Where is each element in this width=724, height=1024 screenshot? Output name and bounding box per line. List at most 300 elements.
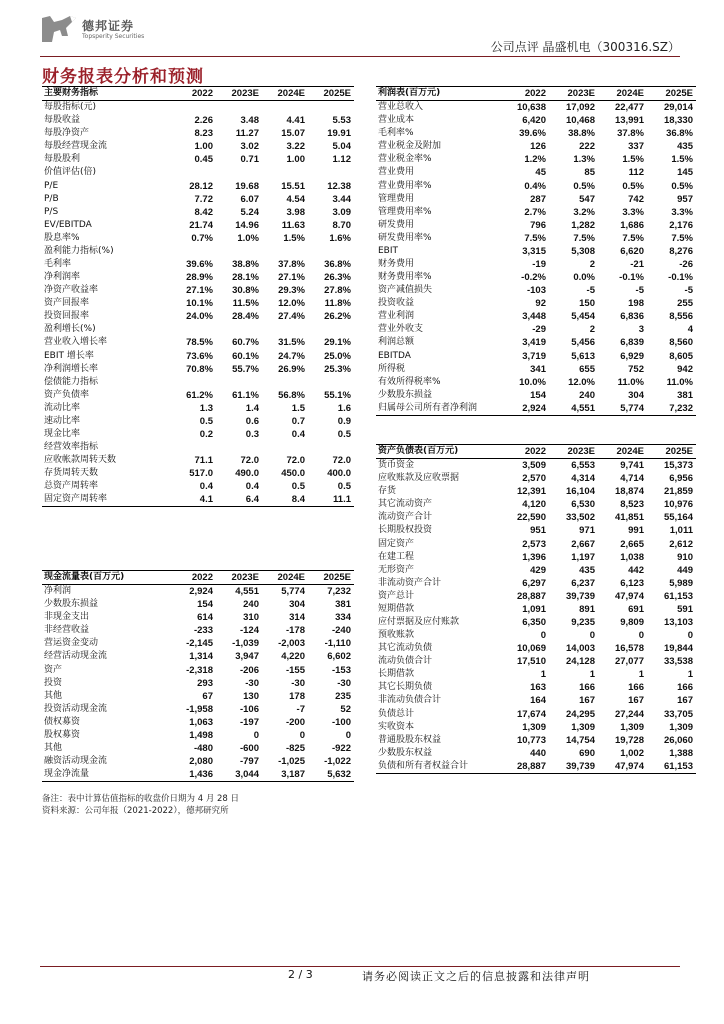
cell-value: 19,844	[663, 643, 693, 655]
cell-value: 7,232	[327, 586, 351, 598]
cell-value: 10,976	[663, 499, 693, 511]
cell-value: 72.0	[240, 455, 259, 467]
cell-value: 3.44	[332, 193, 351, 205]
cell-value: 52	[340, 703, 351, 715]
cell-value: 10.0%	[519, 376, 546, 388]
column-header: 2024E	[598, 87, 647, 101]
table-row	[42, 480, 354, 493]
table-row	[376, 655, 696, 668]
cell-value: 971	[579, 525, 595, 537]
table-row	[42, 193, 354, 206]
cell-value: 15,373	[663, 460, 693, 472]
cell-value: 28.1%	[232, 272, 259, 284]
table-title: 利润表(百万元)	[376, 87, 500, 101]
row-label: 非现金支出	[44, 612, 90, 623]
cell-value: 6,836	[620, 311, 644, 323]
cell-value: 17,510	[516, 656, 546, 668]
cell-value: 55,164	[663, 512, 693, 524]
cell-value: -797	[239, 756, 259, 768]
note-line: 备注：表中计算估值指标的收盘价日期为 4 月 28 日	[42, 794, 240, 804]
cell-value: 8,523	[620, 499, 644, 511]
cell-value: 0.4%	[524, 180, 546, 192]
table-row	[376, 472, 696, 485]
row-label: 股息率%	[44, 232, 80, 243]
cell-value: 614	[197, 612, 213, 624]
cell-value: 28,887	[516, 590, 546, 602]
cell-value: 450.0	[281, 468, 305, 480]
row-label: 其他	[44, 690, 63, 701]
column-header: 2022	[500, 87, 549, 101]
column-header: 2024E	[262, 571, 308, 585]
cell-value: 5.53	[332, 115, 351, 127]
cell-value: -178	[285, 625, 305, 637]
column-header: 2023E	[549, 445, 598, 459]
row-label: 净利润	[44, 586, 72, 597]
table-row	[42, 598, 354, 611]
cell-value: 39.6%	[186, 258, 213, 270]
cell-value: 13,991	[614, 115, 644, 127]
table-row	[42, 768, 354, 782]
table-row	[376, 590, 696, 603]
cell-value: 1,282	[571, 219, 595, 231]
cell-value: 3,947	[235, 651, 259, 663]
table-row	[376, 166, 696, 179]
table-row	[376, 206, 696, 219]
row-label: 现金比率	[44, 428, 81, 439]
row-label: P/B	[44, 193, 59, 204]
row-label: 普通股股东权益	[378, 734, 442, 745]
source-line: 资料来源：公司年报（2021-2022），德邦研究所	[42, 806, 229, 816]
cell-value: 6,420	[522, 115, 546, 127]
cell-value: 31.5%	[278, 337, 305, 349]
table-row	[42, 127, 354, 140]
cell-value: 10,773	[516, 734, 546, 746]
cell-value: 1,011	[669, 525, 693, 537]
cell-value: -1,025	[278, 756, 305, 768]
table-row	[376, 707, 696, 720]
cell-value: 8,556	[669, 311, 693, 323]
table-row	[376, 551, 696, 564]
cell-value: 337	[628, 141, 644, 153]
row-label: 营业收入增长率	[44, 337, 108, 348]
row-label: 流动负债合计	[378, 656, 433, 667]
table-row	[376, 363, 696, 376]
cell-value: 2,924	[189, 586, 213, 598]
row-label: 债权募资	[44, 716, 81, 727]
table-row	[42, 245, 354, 258]
cell-value: 24.7%	[278, 350, 305, 362]
table-row	[376, 153, 696, 166]
cell-value: 2,080	[189, 756, 213, 768]
table-row	[42, 742, 354, 755]
table-row	[376, 349, 696, 362]
cell-value: 18,874	[614, 486, 644, 498]
cell-value: 0.5%	[622, 180, 644, 192]
cell-value: 12.38	[327, 180, 351, 192]
cell-value: -0.2%	[521, 272, 546, 284]
cell-value: 17,674	[516, 708, 546, 720]
row-label: 无形资产	[378, 564, 415, 575]
row-label: 短期借款	[378, 603, 415, 614]
cell-value: 2,570	[522, 473, 546, 485]
cell-value: 796	[530, 219, 546, 231]
cell-value: 3,419	[522, 337, 546, 349]
cell-value: 14,003	[565, 643, 595, 655]
column-header: 2023E	[216, 571, 262, 585]
table-row	[42, 611, 354, 624]
cell-value: 0.5	[199, 415, 213, 427]
row-label: 每股收益	[44, 115, 81, 126]
cell-value: 9,235	[571, 616, 595, 628]
row-label: 每股指标(元)	[44, 102, 97, 113]
cell-value: -2,003	[278, 638, 305, 650]
cell-value: 178	[289, 690, 305, 702]
cell-value: 951	[530, 525, 546, 537]
table-row	[42, 349, 354, 362]
cell-value: 222	[579, 141, 595, 153]
table-row	[376, 564, 696, 577]
cell-value: 1.12	[332, 154, 351, 166]
table-row	[42, 637, 354, 650]
disclaimer: 请务必阅读正文之后的信息披露和法律声明	[362, 970, 590, 983]
cell-value: 167	[628, 695, 644, 707]
row-label: 少数股东权益	[378, 747, 433, 758]
cell-value: 6,553	[571, 460, 595, 472]
cell-value: 150	[579, 298, 595, 310]
cell-value: 3,448	[522, 311, 546, 323]
row-label: 价值评估(倍)	[44, 167, 97, 178]
cell-value: 1.00	[194, 141, 213, 153]
cell-value: 0.5%	[573, 180, 595, 192]
cell-value: 2.26	[194, 115, 213, 127]
cell-value: 442	[628, 564, 644, 576]
footer-divider	[40, 966, 680, 967]
cell-value: 1	[540, 669, 546, 681]
cell-value: 0.2	[199, 428, 213, 440]
row-label: 所得税	[378, 363, 406, 374]
cell-value: 4.54	[286, 193, 305, 205]
cell-value: 5.04	[332, 141, 351, 153]
row-label: 盈利能力指标(%)	[44, 245, 114, 256]
table-row	[42, 467, 354, 480]
row-label: 总资产周转率	[44, 481, 99, 492]
table-row	[42, 729, 354, 742]
table-row	[42, 166, 354, 179]
cash-flow-table	[42, 570, 354, 782]
row-label: 投资回报率	[44, 311, 90, 322]
column-header: 2023E	[549, 87, 598, 101]
cell-value: -5	[684, 285, 693, 297]
cell-value: 27,244	[614, 708, 644, 720]
cell-value: 1.6%	[329, 232, 351, 244]
page-title: 财务报表分析和预测	[42, 67, 204, 87]
cell-value: -106	[239, 703, 259, 715]
cell-value: -922	[331, 742, 351, 754]
row-label: P/S	[44, 206, 59, 217]
row-label: 资产总计	[378, 590, 415, 601]
cell-value: 24.0%	[186, 311, 213, 323]
cell-value: 7.5%	[573, 232, 595, 244]
row-label: 研发费用	[378, 219, 415, 230]
cell-value: 47,974	[598, 760, 647, 774]
cell-value: 3.2%	[573, 206, 595, 218]
row-label: 负债和所有者权益合计	[376, 760, 500, 774]
row-label: 长期借款	[378, 669, 415, 680]
table-row	[376, 629, 696, 642]
cell-value: 235	[335, 690, 351, 702]
cell-value: 304	[289, 599, 305, 611]
cell-value: 6,602	[327, 651, 351, 663]
cell-value: 991	[628, 525, 644, 537]
cell-value: 13,103	[663, 616, 693, 628]
cell-value: 0.0%	[573, 272, 595, 284]
table-row	[42, 376, 354, 389]
cell-value	[170, 166, 216, 179]
row-label: 应收账款及应收票据	[378, 473, 460, 484]
cell-value: 25.3%	[324, 363, 351, 375]
cell-value: 4,314	[571, 473, 595, 485]
cell-value: -103	[526, 285, 546, 297]
table-row	[376, 258, 696, 271]
row-label: 少数股东损益	[44, 599, 99, 610]
row-label: 经营活动现金流	[44, 651, 108, 662]
cell-value: -480	[193, 742, 213, 754]
balance-sheet-table	[376, 444, 696, 774]
cell-value: 18,330	[663, 115, 693, 127]
column-header: 2025E	[308, 87, 354, 101]
row-label: 经营效率指标	[44, 442, 99, 453]
cell-value: 85	[584, 167, 595, 179]
cell-value: 2,176	[669, 219, 693, 231]
row-label: 非经营收益	[44, 625, 90, 636]
cell-value: -30	[291, 677, 305, 689]
cell-value: -2,145	[186, 638, 213, 650]
row-label: 管理费用	[378, 193, 415, 204]
cell-value: 3.98	[286, 206, 305, 218]
cell-value: -30	[337, 677, 351, 689]
table-row	[42, 179, 354, 192]
row-label: EBIT	[378, 245, 399, 256]
cell-value: 2,612	[669, 538, 693, 550]
cell-value: 27.1%	[278, 272, 305, 284]
table-row	[42, 297, 354, 310]
cell-value: 30.8%	[232, 285, 259, 297]
cell-value: 1,197	[571, 551, 595, 563]
cell-value: 6,350	[522, 616, 546, 628]
cell-value: 381	[335, 599, 351, 611]
cell-value: 28.12	[189, 180, 213, 192]
column-header: 2024E	[598, 445, 647, 459]
cell-value: 547	[579, 193, 595, 205]
cell-value	[170, 376, 216, 389]
cell-value: 10,069	[516, 643, 546, 655]
cell-value: 440	[530, 747, 546, 759]
cell-value: 4.41	[286, 115, 305, 127]
cell-value: 742	[628, 193, 644, 205]
row-label: 营业利润	[378, 311, 415, 322]
cell-value: 26,060	[663, 734, 693, 746]
row-label: 财务费用率%	[378, 272, 432, 283]
table-row	[42, 323, 354, 336]
table-row	[376, 485, 696, 498]
cell-value: 240	[243, 599, 259, 611]
cell-value: 2.7%	[524, 206, 546, 218]
table-row	[42, 415, 354, 428]
row-label: 存货	[378, 486, 397, 497]
table-row	[42, 271, 354, 284]
table-row	[376, 642, 696, 655]
cell-value: 11.1	[308, 493, 354, 507]
cell-value: 5,454	[571, 311, 595, 323]
column-header: 2025E	[308, 571, 354, 585]
table-row	[376, 402, 696, 416]
row-label: 营业费用率%	[378, 180, 432, 191]
cell-value: 47,974	[614, 590, 644, 602]
cell-value: 10,638	[516, 102, 546, 114]
cell-value: 39.6%	[519, 128, 546, 140]
cell-value: 55.1%	[324, 389, 351, 401]
cell-value: 71.1	[194, 455, 213, 467]
cell-value: 28.9%	[186, 272, 213, 284]
row-label: 归属母公司所有者净利润	[376, 402, 500, 416]
cell-value: -26	[679, 258, 693, 270]
table-title: 现金流量表(百万元)	[42, 571, 170, 585]
table-row	[42, 258, 354, 271]
cell-value: 28,887	[500, 760, 549, 774]
cell-value: 8.23	[194, 128, 213, 140]
table-row	[376, 616, 696, 629]
cell-value: 449	[677, 564, 693, 576]
column-header: 2025E	[647, 87, 696, 101]
column-header: 2024E	[262, 87, 308, 101]
cell-value: 126	[530, 141, 546, 153]
table-row	[376, 114, 696, 127]
cell-value: -21	[630, 258, 644, 270]
cell-value: 0	[253, 729, 259, 741]
cell-value: 691	[628, 603, 644, 615]
cell-value: -153	[331, 664, 351, 676]
cell-value: 240	[579, 389, 595, 401]
cell-value: 1,309	[669, 721, 693, 733]
cell-value: 0.6	[245, 415, 259, 427]
cell-value: 3,187	[262, 768, 308, 782]
cell-value: 45	[535, 167, 546, 179]
cell-value: 1	[589, 669, 595, 681]
cell-value: 0.5	[337, 481, 351, 493]
cell-value: 1,314	[189, 651, 213, 663]
cell-value: 910	[677, 551, 693, 563]
cell-value	[308, 245, 354, 258]
cell-value: 78.5%	[186, 337, 213, 349]
cell-value: 5,632	[308, 768, 354, 782]
cell-value: 1,396	[522, 551, 546, 563]
cell-value: 1.3	[199, 402, 213, 414]
cell-value: 24,295	[565, 708, 595, 720]
cell-value: -0.1%	[668, 272, 693, 284]
cell-value: 1.5%	[671, 154, 693, 166]
cell-value: 11.27	[235, 128, 259, 140]
cell-value: 1,686	[620, 219, 644, 231]
cell-value: 1.5%	[283, 232, 305, 244]
row-label: 资产减值损失	[378, 285, 433, 296]
table-row	[42, 716, 354, 729]
cell-value: 72.0	[332, 455, 351, 467]
cell-value: 3.48	[240, 115, 259, 127]
cell-value: 166	[677, 682, 693, 694]
table-row	[42, 402, 354, 415]
table-row	[42, 428, 354, 441]
cell-value: 15.51	[281, 180, 305, 192]
cell-value: 6,839	[620, 337, 644, 349]
cell-value	[308, 166, 354, 179]
cell-value: 11.8%	[324, 298, 351, 310]
cell-value: 0.4	[199, 481, 213, 493]
cell-value	[262, 101, 308, 115]
cell-value: 61,153	[663, 590, 693, 602]
table-row	[376, 219, 696, 232]
cell-value: 55.7%	[232, 363, 259, 375]
row-label: 股权募资	[44, 729, 81, 740]
table-row	[42, 755, 354, 768]
cell-value: 29.3%	[278, 285, 305, 297]
row-label: 应收帐款周转天数	[44, 455, 117, 466]
cell-value: 655	[579, 363, 595, 375]
column-header: 2022	[500, 445, 549, 459]
cell-value: 12.0%	[278, 298, 305, 310]
cell-value: -197	[239, 716, 259, 728]
row-label: 营业总收入	[378, 102, 424, 113]
cell-value: 5,613	[571, 350, 595, 362]
cell-value: 11.0%	[617, 376, 644, 388]
cell-value: 0.5	[291, 481, 305, 493]
cell-value: 1.3%	[573, 154, 595, 166]
row-label: 净资产收益率	[44, 285, 99, 296]
cell-value: 16,104	[565, 486, 595, 498]
cell-value: 1,063	[189, 716, 213, 728]
cell-value: -30	[245, 677, 259, 689]
cell-value: -5	[635, 285, 644, 297]
cell-value: 164	[530, 695, 546, 707]
table-row	[376, 193, 696, 206]
cell-value: 25.0%	[324, 350, 351, 362]
cell-value: 4,551	[235, 586, 259, 598]
row-label: 长期股权投资	[378, 525, 433, 536]
cell-value: -2,318	[186, 664, 213, 676]
cell-value: -155	[285, 664, 305, 676]
row-label: 固定资产	[378, 538, 415, 549]
table-row	[42, 284, 354, 297]
cell-value	[216, 376, 262, 389]
cell-value: 92	[535, 298, 546, 310]
cell-value: 8,560	[669, 337, 693, 349]
cell-value: 0.4	[291, 428, 305, 440]
cell-value	[308, 376, 354, 389]
cell-value: 5,308	[571, 245, 595, 257]
cell-value: 7.5%	[622, 232, 644, 244]
cell-value	[262, 166, 308, 179]
row-label: 营业税金及附加	[378, 141, 442, 152]
cell-value: 1.4	[245, 402, 259, 414]
cell-value: -7	[296, 703, 305, 715]
table-row	[376, 179, 696, 192]
cell-value: 5,774	[281, 586, 305, 598]
row-label: 实收资本	[378, 721, 415, 732]
cell-value: -124	[239, 625, 259, 637]
cell-value: -600	[239, 742, 259, 754]
column-header: 2025E	[647, 445, 696, 459]
cell-value: 2	[589, 324, 595, 336]
cell-value: 255	[677, 298, 693, 310]
